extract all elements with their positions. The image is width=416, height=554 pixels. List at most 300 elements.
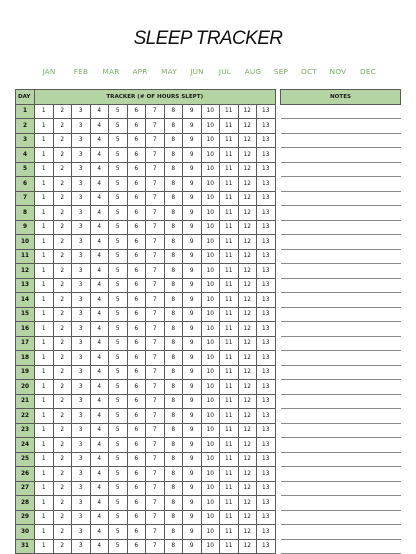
- hour-cell[interactable]: 10: [201, 264, 220, 279]
- hour-cell[interactable]: 9: [183, 467, 202, 482]
- note-line[interactable]: [281, 467, 401, 482]
- hour-cell[interactable]: 12: [238, 365, 257, 380]
- hour-cell[interactable]: 12: [238, 191, 257, 206]
- hour-cell[interactable]: 6: [127, 409, 146, 424]
- hour-cell[interactable]: 7: [146, 220, 165, 235]
- hour-cell[interactable]: 3: [72, 467, 91, 482]
- hour-cell[interactable]: 8: [164, 119, 183, 134]
- note-line[interactable]: [281, 452, 401, 467]
- hour-cell[interactable]: 4: [90, 220, 109, 235]
- hour-cell[interactable]: 6: [127, 539, 146, 554]
- hour-cell[interactable]: 5: [109, 423, 128, 438]
- hour-cell[interactable]: 1: [35, 220, 54, 235]
- hour-cell[interactable]: 10: [201, 235, 220, 250]
- hour-cell[interactable]: 9: [183, 293, 202, 308]
- hour-cell[interactable]: 11: [220, 510, 239, 525]
- hour-cell[interactable]: 8: [164, 249, 183, 264]
- hour-cell[interactable]: 13: [257, 148, 276, 163]
- hour-cell[interactable]: 7: [146, 104, 165, 119]
- hour-cell[interactable]: 3: [72, 206, 91, 221]
- hour-cell[interactable]: 5: [109, 539, 128, 554]
- hour-cell[interactable]: 10: [201, 104, 220, 119]
- month-jun[interactable]: JUN: [190, 67, 204, 76]
- hour-cell[interactable]: 1: [35, 307, 54, 322]
- hour-cell[interactable]: 7: [146, 365, 165, 380]
- hour-cell[interactable]: 1: [35, 380, 54, 395]
- hour-cell[interactable]: 9: [183, 539, 202, 554]
- hour-cell[interactable]: 3: [72, 162, 91, 177]
- note-line[interactable]: [281, 119, 401, 134]
- hour-cell[interactable]: 4: [90, 104, 109, 119]
- hour-cell[interactable]: 6: [127, 452, 146, 467]
- hour-cell[interactable]: 13: [257, 177, 276, 192]
- hour-cell[interactable]: 10: [201, 220, 220, 235]
- hour-cell[interactable]: 11: [220, 394, 239, 409]
- hour-cell[interactable]: 2: [53, 322, 72, 337]
- month-apr[interactable]: APR: [132, 67, 148, 76]
- hour-cell[interactable]: 2: [53, 264, 72, 279]
- hour-cell[interactable]: 2: [53, 148, 72, 163]
- hour-cell[interactable]: 1: [35, 496, 54, 511]
- hour-cell[interactable]: 4: [90, 162, 109, 177]
- note-line[interactable]: [281, 235, 401, 250]
- hour-cell[interactable]: 10: [201, 293, 220, 308]
- hour-cell[interactable]: 3: [72, 380, 91, 395]
- hour-cell[interactable]: 2: [53, 380, 72, 395]
- hour-cell[interactable]: 8: [164, 104, 183, 119]
- hour-cell[interactable]: 12: [238, 220, 257, 235]
- hour-cell[interactable]: 7: [146, 235, 165, 250]
- month-nov[interactable]: NOV: [329, 67, 347, 76]
- hour-cell[interactable]: 9: [183, 351, 202, 366]
- note-line[interactable]: [281, 380, 401, 395]
- hour-cell[interactable]: 7: [146, 394, 165, 409]
- hour-cell[interactable]: 5: [109, 293, 128, 308]
- hour-cell[interactable]: 10: [201, 148, 220, 163]
- hour-cell[interactable]: 1: [35, 148, 54, 163]
- hour-cell[interactable]: 1: [35, 394, 54, 409]
- hour-cell[interactable]: 5: [109, 206, 128, 221]
- hour-cell[interactable]: 5: [109, 394, 128, 409]
- hour-cell[interactable]: 12: [238, 336, 257, 351]
- note-line[interactable]: [281, 307, 401, 322]
- hour-cell[interactable]: 3: [72, 119, 91, 134]
- hour-cell[interactable]: 6: [127, 249, 146, 264]
- hour-cell[interactable]: 11: [220, 452, 239, 467]
- hour-cell[interactable]: 5: [109, 409, 128, 424]
- hour-cell[interactable]: 13: [257, 539, 276, 554]
- hour-cell[interactable]: 11: [220, 409, 239, 424]
- month-may[interactable]: MAY: [161, 67, 177, 76]
- month-oct[interactable]: OCT: [301, 67, 317, 76]
- hour-cell[interactable]: 8: [164, 336, 183, 351]
- month-aug[interactable]: AUG: [244, 67, 262, 76]
- note-line[interactable]: [281, 510, 401, 525]
- month-jul[interactable]: JUL: [218, 67, 232, 76]
- hour-cell[interactable]: 11: [220, 322, 239, 337]
- hour-cell[interactable]: 9: [183, 525, 202, 540]
- hour-cell[interactable]: 8: [164, 481, 183, 496]
- hour-cell[interactable]: 4: [90, 264, 109, 279]
- hour-cell[interactable]: 12: [238, 293, 257, 308]
- hour-cell[interactable]: 10: [201, 365, 220, 380]
- hour-cell[interactable]: 5: [109, 322, 128, 337]
- hour-cell[interactable]: 3: [72, 322, 91, 337]
- hour-cell[interactable]: 9: [183, 191, 202, 206]
- hour-cell[interactable]: 3: [72, 525, 91, 540]
- note-line[interactable]: [281, 249, 401, 264]
- hour-cell[interactable]: 3: [72, 394, 91, 409]
- hour-cell[interactable]: 12: [238, 380, 257, 395]
- hour-cell[interactable]: 6: [127, 133, 146, 148]
- hour-cell[interactable]: 5: [109, 365, 128, 380]
- hour-cell[interactable]: 11: [220, 235, 239, 250]
- hour-cell[interactable]: 7: [146, 438, 165, 453]
- hour-cell[interactable]: 6: [127, 467, 146, 482]
- hour-cell[interactable]: 5: [109, 177, 128, 192]
- hour-cell[interactable]: 11: [220, 162, 239, 177]
- note-line[interactable]: [281, 336, 401, 351]
- hour-cell[interactable]: 4: [90, 438, 109, 453]
- hour-cell[interactable]: 7: [146, 293, 165, 308]
- month-mar[interactable]: MAR: [102, 67, 120, 76]
- hour-cell[interactable]: 9: [183, 220, 202, 235]
- hour-cell[interactable]: 12: [238, 510, 257, 525]
- hour-cell[interactable]: 7: [146, 409, 165, 424]
- hour-cell[interactable]: 6: [127, 496, 146, 511]
- hour-cell[interactable]: 3: [72, 539, 91, 554]
- hour-cell[interactable]: 10: [201, 423, 220, 438]
- hour-cell[interactable]: 2: [53, 104, 72, 119]
- hour-cell[interactable]: 2: [53, 452, 72, 467]
- hour-cell[interactable]: 5: [109, 148, 128, 163]
- hour-cell[interactable]: 10: [201, 322, 220, 337]
- hour-cell[interactable]: 1: [35, 235, 54, 250]
- note-line[interactable]: [281, 496, 401, 511]
- hour-cell[interactable]: 9: [183, 322, 202, 337]
- hour-cell[interactable]: 9: [183, 119, 202, 134]
- note-line[interactable]: [281, 148, 401, 163]
- hour-cell[interactable]: 3: [72, 177, 91, 192]
- hour-cell[interactable]: 8: [164, 510, 183, 525]
- hour-cell[interactable]: 2: [53, 423, 72, 438]
- hour-cell[interactable]: 2: [53, 307, 72, 322]
- hour-cell[interactable]: 13: [257, 438, 276, 453]
- hour-cell[interactable]: 13: [257, 307, 276, 322]
- hour-cell[interactable]: 5: [109, 220, 128, 235]
- hour-cell[interactable]: 8: [164, 191, 183, 206]
- hour-cell[interactable]: 9: [183, 162, 202, 177]
- hour-cell[interactable]: 1: [35, 206, 54, 221]
- hour-cell[interactable]: 8: [164, 307, 183, 322]
- hour-cell[interactable]: 2: [53, 177, 72, 192]
- hour-cell[interactable]: 10: [201, 481, 220, 496]
- hour-cell[interactable]: 1: [35, 409, 54, 424]
- hour-cell[interactable]: 8: [164, 235, 183, 250]
- hour-cell[interactable]: 4: [90, 177, 109, 192]
- hour-cell[interactable]: 10: [201, 307, 220, 322]
- hour-cell[interactable]: 13: [257, 119, 276, 134]
- hour-cell[interactable]: 6: [127, 220, 146, 235]
- hour-cell[interactable]: 11: [220, 467, 239, 482]
- hour-cell[interactable]: 13: [257, 467, 276, 482]
- hour-cell[interactable]: 3: [72, 510, 91, 525]
- hour-cell[interactable]: 8: [164, 293, 183, 308]
- hour-cell[interactable]: 1: [35, 104, 54, 119]
- hour-cell[interactable]: 7: [146, 148, 165, 163]
- hour-cell[interactable]: 5: [109, 104, 128, 119]
- hour-cell[interactable]: 3: [72, 438, 91, 453]
- hour-cell[interactable]: 6: [127, 278, 146, 293]
- hour-cell[interactable]: 7: [146, 496, 165, 511]
- hour-cell[interactable]: 10: [201, 177, 220, 192]
- hour-cell[interactable]: 7: [146, 278, 165, 293]
- hour-cell[interactable]: 5: [109, 119, 128, 134]
- hour-cell[interactable]: 7: [146, 423, 165, 438]
- hour-cell[interactable]: 1: [35, 510, 54, 525]
- note-line[interactable]: [281, 278, 401, 293]
- month-dec[interactable]: DEC: [360, 67, 376, 76]
- hour-cell[interactable]: 9: [183, 307, 202, 322]
- hour-cell[interactable]: 5: [109, 452, 128, 467]
- hour-cell[interactable]: 8: [164, 525, 183, 540]
- hour-cell[interactable]: 13: [257, 481, 276, 496]
- hour-cell[interactable]: 12: [238, 438, 257, 453]
- hour-cell[interactable]: 1: [35, 249, 54, 264]
- hour-cell[interactable]: 7: [146, 452, 165, 467]
- note-line[interactable]: [281, 220, 401, 235]
- hour-cell[interactable]: 4: [90, 322, 109, 337]
- hour-cell[interactable]: 3: [72, 452, 91, 467]
- hour-cell[interactable]: 4: [90, 409, 109, 424]
- note-line[interactable]: [281, 438, 401, 453]
- hour-cell[interactable]: 12: [238, 481, 257, 496]
- hour-cell[interactable]: 6: [127, 235, 146, 250]
- note-line[interactable]: [281, 481, 401, 496]
- hour-cell[interactable]: 9: [183, 365, 202, 380]
- hour-cell[interactable]: 1: [35, 191, 54, 206]
- hour-cell[interactable]: 10: [201, 409, 220, 424]
- hour-cell[interactable]: 7: [146, 380, 165, 395]
- hour-cell[interactable]: 9: [183, 249, 202, 264]
- hour-cell[interactable]: 8: [164, 133, 183, 148]
- hour-cell[interactable]: 7: [146, 539, 165, 554]
- month-feb[interactable]: FEB: [73, 67, 89, 76]
- hour-cell[interactable]: 10: [201, 336, 220, 351]
- hour-cell[interactable]: 13: [257, 322, 276, 337]
- hour-cell[interactable]: 2: [53, 133, 72, 148]
- hour-cell[interactable]: 13: [257, 235, 276, 250]
- hour-cell[interactable]: 1: [35, 539, 54, 554]
- hour-cell[interactable]: 2: [53, 481, 72, 496]
- hour-cell[interactable]: 8: [164, 220, 183, 235]
- note-line[interactable]: [281, 162, 401, 177]
- hour-cell[interactable]: 5: [109, 191, 128, 206]
- hour-cell[interactable]: 7: [146, 249, 165, 264]
- hour-cell[interactable]: 5: [109, 249, 128, 264]
- hour-cell[interactable]: 4: [90, 423, 109, 438]
- hour-cell[interactable]: 6: [127, 104, 146, 119]
- hour-cell[interactable]: 1: [35, 452, 54, 467]
- hour-cell[interactable]: 1: [35, 293, 54, 308]
- hour-cell[interactable]: 3: [72, 278, 91, 293]
- hour-cell[interactable]: 1: [35, 278, 54, 293]
- hour-cell[interactable]: 12: [238, 539, 257, 554]
- hour-cell[interactable]: 11: [220, 264, 239, 279]
- hour-cell[interactable]: 12: [238, 177, 257, 192]
- hour-cell[interactable]: 5: [109, 351, 128, 366]
- hour-cell[interactable]: 7: [146, 119, 165, 134]
- note-line[interactable]: [281, 423, 401, 438]
- hour-cell[interactable]: 6: [127, 191, 146, 206]
- hour-cell[interactable]: 3: [72, 423, 91, 438]
- hour-cell[interactable]: 2: [53, 409, 72, 424]
- hour-cell[interactable]: 8: [164, 278, 183, 293]
- hour-cell[interactable]: 13: [257, 293, 276, 308]
- hour-cell[interactable]: 4: [90, 133, 109, 148]
- hour-cell[interactable]: 8: [164, 148, 183, 163]
- note-line[interactable]: [281, 133, 401, 148]
- hour-cell[interactable]: 3: [72, 409, 91, 424]
- hour-cell[interactable]: 9: [183, 438, 202, 453]
- hour-cell[interactable]: 10: [201, 351, 220, 366]
- hour-cell[interactable]: 4: [90, 539, 109, 554]
- note-line[interactable]: [281, 191, 401, 206]
- hour-cell[interactable]: 3: [72, 365, 91, 380]
- hour-cell[interactable]: 6: [127, 510, 146, 525]
- hour-cell[interactable]: 7: [146, 191, 165, 206]
- hour-cell[interactable]: 11: [220, 249, 239, 264]
- hour-cell[interactable]: 11: [220, 481, 239, 496]
- hour-cell[interactable]: 10: [201, 133, 220, 148]
- hour-cell[interactable]: 8: [164, 322, 183, 337]
- hour-cell[interactable]: 10: [201, 525, 220, 540]
- hour-cell[interactable]: 6: [127, 322, 146, 337]
- hour-cell[interactable]: 8: [164, 467, 183, 482]
- hour-cell[interactable]: 9: [183, 206, 202, 221]
- hour-cell[interactable]: 4: [90, 235, 109, 250]
- hour-cell[interactable]: 9: [183, 177, 202, 192]
- hour-cell[interactable]: 12: [238, 133, 257, 148]
- hour-cell[interactable]: 13: [257, 278, 276, 293]
- hour-cell[interactable]: 11: [220, 119, 239, 134]
- hour-cell[interactable]: 13: [257, 423, 276, 438]
- hour-cell[interactable]: 2: [53, 394, 72, 409]
- hour-cell[interactable]: 5: [109, 525, 128, 540]
- hour-cell[interactable]: 9: [183, 409, 202, 424]
- hour-cell[interactable]: 3: [72, 264, 91, 279]
- hour-cell[interactable]: 8: [164, 351, 183, 366]
- hour-cell[interactable]: 12: [238, 249, 257, 264]
- hour-cell[interactable]: 12: [238, 525, 257, 540]
- hour-cell[interactable]: 2: [53, 467, 72, 482]
- hour-cell[interactable]: 13: [257, 525, 276, 540]
- hour-cell[interactable]: 1: [35, 365, 54, 380]
- hour-cell[interactable]: 4: [90, 206, 109, 221]
- hour-cell[interactable]: 2: [53, 336, 72, 351]
- hour-cell[interactable]: 12: [238, 235, 257, 250]
- hour-cell[interactable]: 10: [201, 438, 220, 453]
- hour-cell[interactable]: 11: [220, 496, 239, 511]
- hour-cell[interactable]: 4: [90, 148, 109, 163]
- hour-cell[interactable]: 7: [146, 336, 165, 351]
- hour-cell[interactable]: 1: [35, 336, 54, 351]
- hour-cell[interactable]: 9: [183, 510, 202, 525]
- hour-cell[interactable]: 6: [127, 307, 146, 322]
- hour-cell[interactable]: 8: [164, 365, 183, 380]
- hour-cell[interactable]: 9: [183, 264, 202, 279]
- hour-cell[interactable]: 12: [238, 278, 257, 293]
- hour-cell[interactable]: 12: [238, 307, 257, 322]
- hour-cell[interactable]: 11: [220, 438, 239, 453]
- hour-cell[interactable]: 1: [35, 481, 54, 496]
- hour-cell[interactable]: 6: [127, 336, 146, 351]
- hour-cell[interactable]: 10: [201, 496, 220, 511]
- hour-cell[interactable]: 2: [53, 525, 72, 540]
- hour-cell[interactable]: 8: [164, 264, 183, 279]
- hour-cell[interactable]: 5: [109, 496, 128, 511]
- hour-cell[interactable]: 2: [53, 293, 72, 308]
- hour-cell[interactable]: 10: [201, 539, 220, 554]
- hour-cell[interactable]: 9: [183, 394, 202, 409]
- hour-cell[interactable]: 9: [183, 481, 202, 496]
- hour-cell[interactable]: 5: [109, 336, 128, 351]
- note-line[interactable]: [281, 351, 401, 366]
- hour-cell[interactable]: 13: [257, 220, 276, 235]
- hour-cell[interactable]: 4: [90, 293, 109, 308]
- hour-cell[interactable]: 7: [146, 307, 165, 322]
- note-line[interactable]: [281, 206, 401, 221]
- hour-cell[interactable]: 10: [201, 394, 220, 409]
- hour-cell[interactable]: 2: [53, 496, 72, 511]
- hour-cell[interactable]: 12: [238, 206, 257, 221]
- hour-cell[interactable]: 1: [35, 438, 54, 453]
- month-sep[interactable]: SEP: [273, 67, 289, 76]
- hour-cell[interactable]: 7: [146, 133, 165, 148]
- hour-cell[interactable]: 4: [90, 525, 109, 540]
- hour-cell[interactable]: 1: [35, 423, 54, 438]
- hour-cell[interactable]: 6: [127, 365, 146, 380]
- hour-cell[interactable]: 3: [72, 249, 91, 264]
- month-jan[interactable]: JAN: [42, 67, 56, 76]
- hour-cell[interactable]: 6: [127, 394, 146, 409]
- hour-cell[interactable]: 11: [220, 278, 239, 293]
- hour-cell[interactable]: 2: [53, 249, 72, 264]
- hour-cell[interactable]: 12: [238, 162, 257, 177]
- note-line[interactable]: [281, 394, 401, 409]
- hour-cell[interactable]: 3: [72, 481, 91, 496]
- hour-cell[interactable]: 11: [220, 539, 239, 554]
- hour-cell[interactable]: 9: [183, 452, 202, 467]
- hour-cell[interactable]: 6: [127, 380, 146, 395]
- hour-cell[interactable]: 3: [72, 496, 91, 511]
- hour-cell[interactable]: 3: [72, 293, 91, 308]
- hour-cell[interactable]: 2: [53, 510, 72, 525]
- hour-cell[interactable]: 8: [164, 438, 183, 453]
- hour-cell[interactable]: 11: [220, 206, 239, 221]
- hour-cell[interactable]: 8: [164, 452, 183, 467]
- hour-cell[interactable]: 4: [90, 191, 109, 206]
- hour-cell[interactable]: 13: [257, 452, 276, 467]
- hour-cell[interactable]: 3: [72, 148, 91, 163]
- hour-cell[interactable]: 1: [35, 467, 54, 482]
- hour-cell[interactable]: 3: [72, 220, 91, 235]
- hour-cell[interactable]: 11: [220, 351, 239, 366]
- hour-cell[interactable]: 6: [127, 481, 146, 496]
- hour-cell[interactable]: 5: [109, 510, 128, 525]
- hour-cell[interactable]: 2: [53, 278, 72, 293]
- hour-cell[interactable]: 10: [201, 467, 220, 482]
